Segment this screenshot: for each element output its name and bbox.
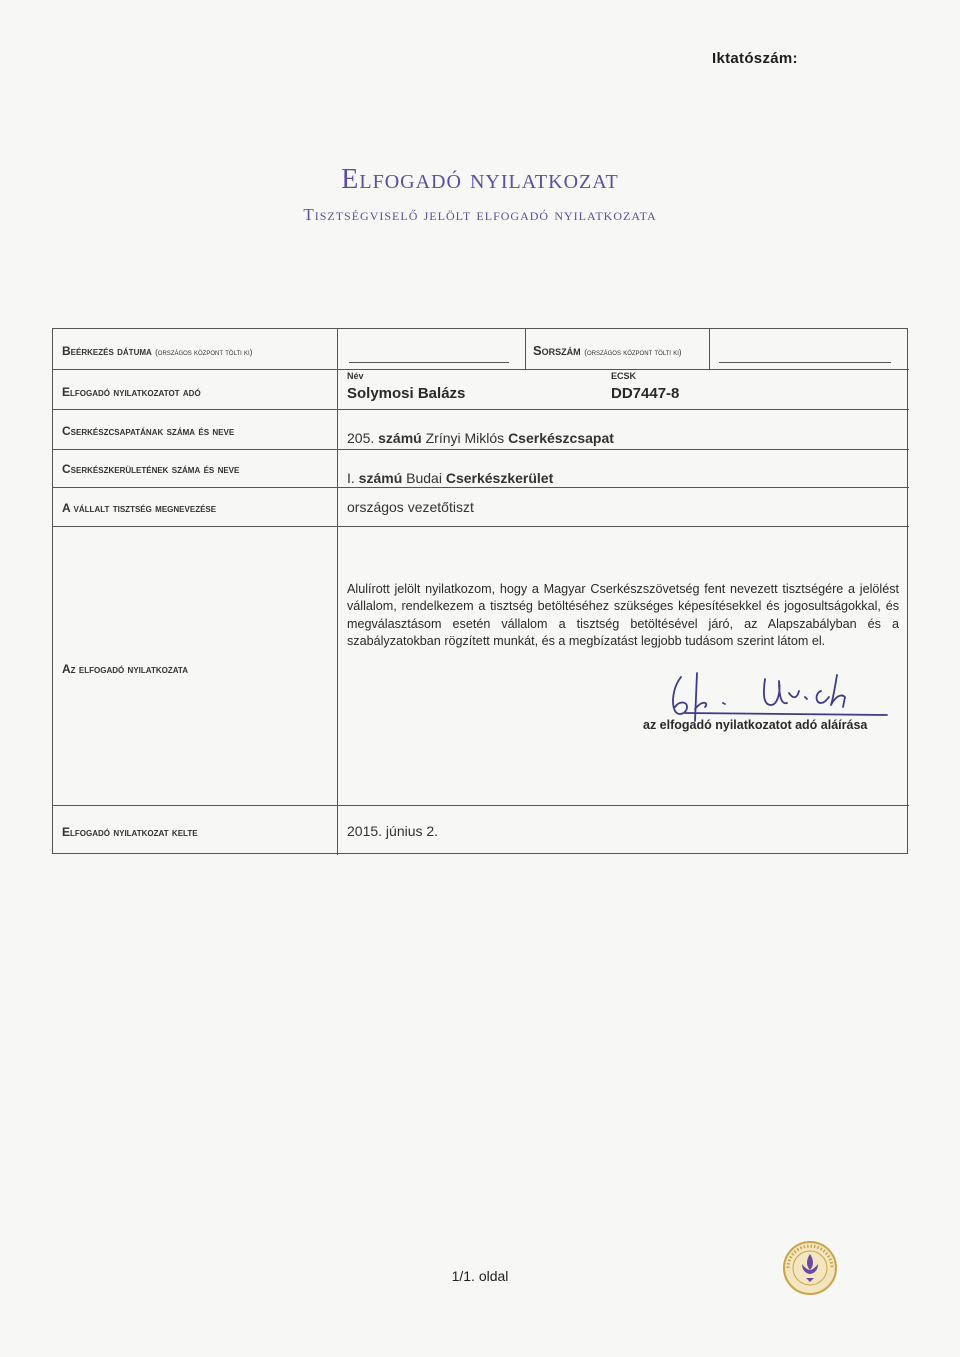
troop-value: 205. számú Zrínyi Miklós Cserkészcsapat bbox=[347, 430, 614, 446]
column-divider bbox=[525, 329, 526, 369]
row-divider bbox=[53, 487, 909, 488]
column-divider bbox=[709, 329, 710, 369]
row-divider bbox=[53, 526, 909, 527]
date-label: Elfogadó nyilatkozat kelte bbox=[62, 825, 198, 839]
row-divider bbox=[53, 369, 909, 370]
signature-caption: az elfogadó nyilatkozatot adó aláírása bbox=[643, 718, 868, 732]
date-value: 2015. június 2. bbox=[347, 823, 439, 839]
arrival-date-label: Beérkezés dátuma (országos központ tölti ki) bbox=[62, 344, 253, 358]
arrival-date-field bbox=[349, 362, 509, 363]
row-divider bbox=[53, 449, 909, 450]
sorszam-field bbox=[719, 362, 891, 363]
declaration-label: Az elfogadó nyilatkozata bbox=[62, 662, 188, 676]
ecsk-caption: ECSK bbox=[611, 371, 637, 381]
column-divider bbox=[337, 329, 338, 855]
position-value: országos vezetőtiszt bbox=[347, 499, 474, 515]
district-value: I. számú Budai Cserkészkerület bbox=[347, 470, 554, 486]
ecsk-value: DD7447-8 bbox=[611, 385, 680, 402]
iktato-label: Iktatószám: bbox=[712, 50, 798, 67]
page-number: 1/1. oldal bbox=[451, 1268, 509, 1284]
declarant-label: Elfogadó nyilatkozatot adó bbox=[62, 385, 201, 399]
name-value: Solymosi Balázs bbox=[347, 385, 466, 402]
position-label: A vállalt tisztség megnevezése bbox=[62, 501, 217, 515]
scout-seal-icon bbox=[782, 1240, 838, 1296]
name-caption: Név bbox=[347, 371, 364, 381]
declaration-form bbox=[52, 328, 908, 854]
document-subtitle: Tisztségviselő jelölt elfogadó nyilatkozata bbox=[303, 205, 657, 224]
document-title: Elfogadó nyilatkozat bbox=[341, 164, 619, 195]
district-label: Cserkészkerületének száma és neve bbox=[62, 462, 240, 476]
declaration-text: Alulírott jelölt nyilatkozom, hogy a Magyar Cserkészszövetség fent nevezett tisztségére a jelölést vállalom, rendelkezem a tisztség betöltéséhez szükséges képesítésekkel és jogosultságokkal, és megválasztásom esetén vállalom a tisztség betöltésével járó, az Alapszabályban és a szabályzatokban rögzített munkát, és a megbízatást legjobb tudásom szerint látom el. bbox=[347, 582, 899, 649]
sorszam-label: Sorszám (országos központ tölti ki) bbox=[533, 343, 682, 358]
row-divider bbox=[53, 805, 909, 806]
row-divider bbox=[53, 409, 909, 410]
troop-label: Cserkészcsapatának száma és neve bbox=[62, 424, 235, 438]
